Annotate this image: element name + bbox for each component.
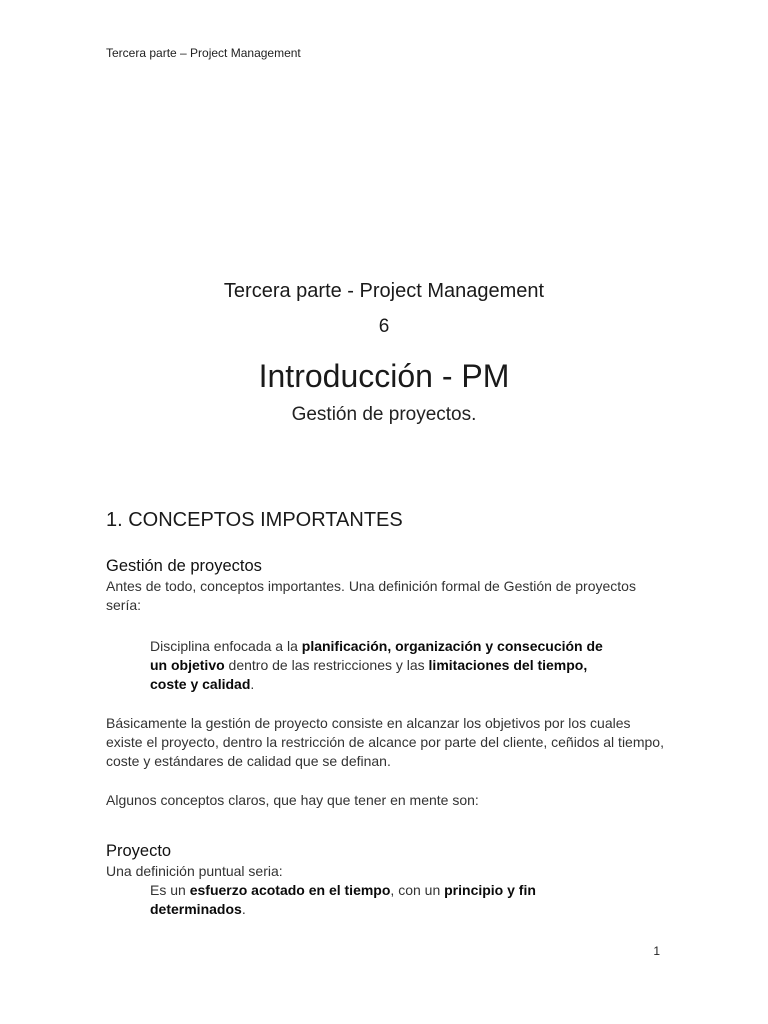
- definition-text: .: [241, 901, 246, 917]
- definition-text: .: [250, 676, 255, 692]
- chapter-title: Introducción - PM: [258, 358, 510, 394]
- document-body: [106, 506, 666, 919]
- gestion-definition-quote: [150, 637, 620, 694]
- definition-emphasis: planificación, organización y consecución de un objetivo: [150, 638, 603, 673]
- proyecto-definition-quote: [150, 881, 620, 919]
- definition-emphasis: esfuerzo acotado en el tiempo: [189, 882, 391, 898]
- definition-text: , con un: [390, 882, 445, 898]
- page-number: 1: [653, 944, 660, 958]
- running-header: Tercera parte – Project Management: [106, 46, 301, 60]
- gestion-intro-paragraph: Antes de todo, conceptos importantes. Una definición formal de Gestión de proyectos sería:: [106, 578, 636, 613]
- proyecto-intro-paragraph: Una definición puntual seria:: [106, 863, 283, 879]
- subsection-heading-proyecto: Proyecto: [106, 842, 172, 860]
- gestion-body-paragraph: Básicamente la gestión de proyecto consiste en alcanzar los objetivos por los cuales existe el proyecto, dentro la restricción de alcance por parte del cliente, ceñidos al tiempo, coste y estándares de calidad que se definan.: [106, 715, 664, 769]
- part-title: Tercera parte - Project Management: [223, 280, 545, 302]
- definition-text: Es un: [150, 882, 190, 898]
- subsection-heading-gestion: Gestión de proyectos: [106, 557, 262, 575]
- definition-text: Disciplina enfocada a la: [150, 638, 302, 654]
- definition-emphasis: principio y fin determinados: [150, 882, 536, 917]
- chapter-title-block: [0, 276, 768, 428]
- definition-emphasis: limitaciones del tiempo, coste y calidad: [150, 657, 588, 692]
- chapter-number: 6: [378, 316, 390, 337]
- definition-text: dentro de las restricciones y las: [224, 657, 429, 673]
- chapter-subtitle: Gestión de proyectos.: [291, 404, 477, 425]
- gestion-concepts-paragraph: Algunos conceptos claros, que hay que tener en mente son:: [106, 792, 479, 808]
- section-heading: 1. CONCEPTOS IMPORTANTES: [106, 509, 403, 531]
